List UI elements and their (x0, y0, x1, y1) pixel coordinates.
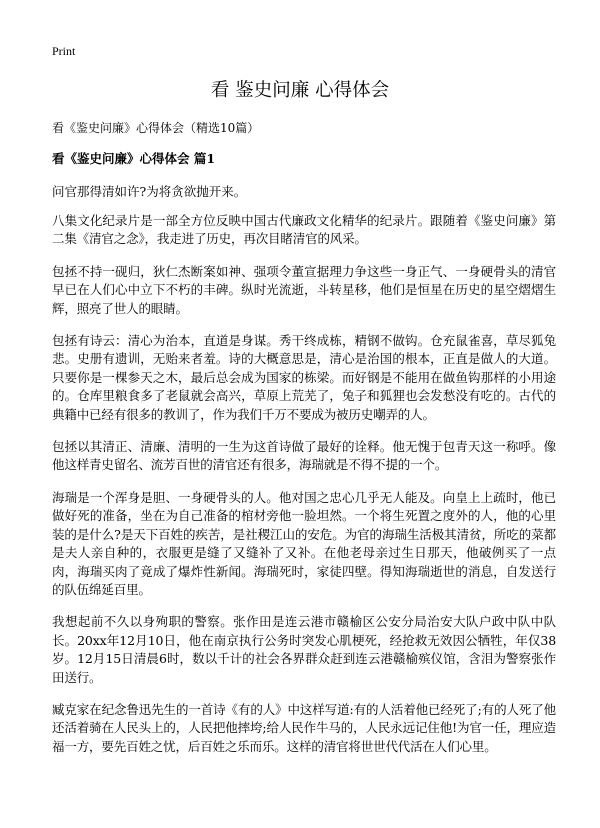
paragraph-2: 包拯不持一砚归，狄仁杰断案如神、强项令董宣据理力争这些一身正气、一身硬骨头的清官早已在人们心中立下不朽的丰碑。纵时光流逝，斗转星移，他们是恒星在历史的星空熠熠生辉，照亮了世人的眼睛。 (52, 263, 556, 316)
article-body (52, 212, 556, 770)
page-title: 看 鉴史问廉 心得体会 (210, 80, 390, 101)
paragraph-1: 八集文化纪录片是一部全方位反映中国古代廉政文化精华的纪录片。跟随着《鉴史问廉》第二集《清官之念》，我走进了历史，再次目睹清官的风采。 (52, 213, 556, 247)
print-link[interactable]: Print (52, 44, 76, 58)
paragraph-6: 我想起前不久以身殉职的警察。张作田是连云港市赣榆区公安分局治安大队户政中队中队长。20xx年12月10日，他在南京执行公务时突发心肌梗死，经抢救无效因公牺牲，年仅38岁。12月15日清晨6时，数以千计的社会各界群众赶到连云港赣榆殡仪馆，含泪为警察张作田送行。 (52, 614, 556, 685)
intro-line: 问官那得清如许?为将贪欲抛开来。 (52, 184, 247, 199)
paragraph-7: 臧克家在纪念鲁迅先生的一首诗《有的人》中这样写道:有的人活着他已经死了;有的人死了他还活着骑在人民头上的，人民把他摔垮;给人民作牛马的，人民永远记住他!为官一任，理应造福一方，要先百姓之忧，后百姓之乐而乐。这样的清官将世世代代活在人们心里。 (52, 701, 556, 754)
section-heading: 看《鉴史问廉》心得体会 篇1 (52, 151, 216, 166)
paragraph-5: 海瑞是一个浑身是胆、一身硬骨头的人。他对国之忠心几乎无人能及。向皇上上疏时，他已做好死的准备，坐在为自己准备的棺材旁他一脸坦然。一个将生死置之度外的人，他的心里装的是什么?是天下百姓的疾苦，是社稷江山的安危。为官的海瑞生活极其清贫，所吃的菜都是夫人亲自种的，衣服更是缝了又缝补了又补。在他老母亲过生日那天，他破例买了一点肉，海瑞买肉了竟成了爆炸性新闻。海瑞死时，家徒四壁。得知海瑞逝世的消息，自发送行的队伍绵延百里。 (52, 489, 556, 597)
document-subtitle: 看《鉴史问廉》心得体会（精选10篇） (52, 121, 260, 135)
paragraph-3: 包拯有诗云：清心为治本，直道是身谋。秀干终成栋，精钢不做钩。仓充鼠雀喜，草尽狐兔悲。史册有遗训，无贻来者羞。诗的大概意思是，清心是治国的根本，正直是做人的大道。只要你是一棵参天之木，最后总会成为国家的栋梁。而好钢是不能用在做鱼钩那样的小用途的。仓库里粮食多了老鼠就会高兴，草原上荒芜了，兔子和狐狸也会发愁没有吃的。古代的典籍中已经有很多的教训了，作为我们千万不要成为被历史嘲弄的人。 (52, 333, 556, 422)
paragraph-4: 包拯以其清正、清廉、清明的一生为这首诗做了最好的诠释。他无愧于包青天这一称呼。像他这样青史留名、流芳百世的清官还有很多，海瑞就是不得不提的一个。 (52, 439, 556, 473)
